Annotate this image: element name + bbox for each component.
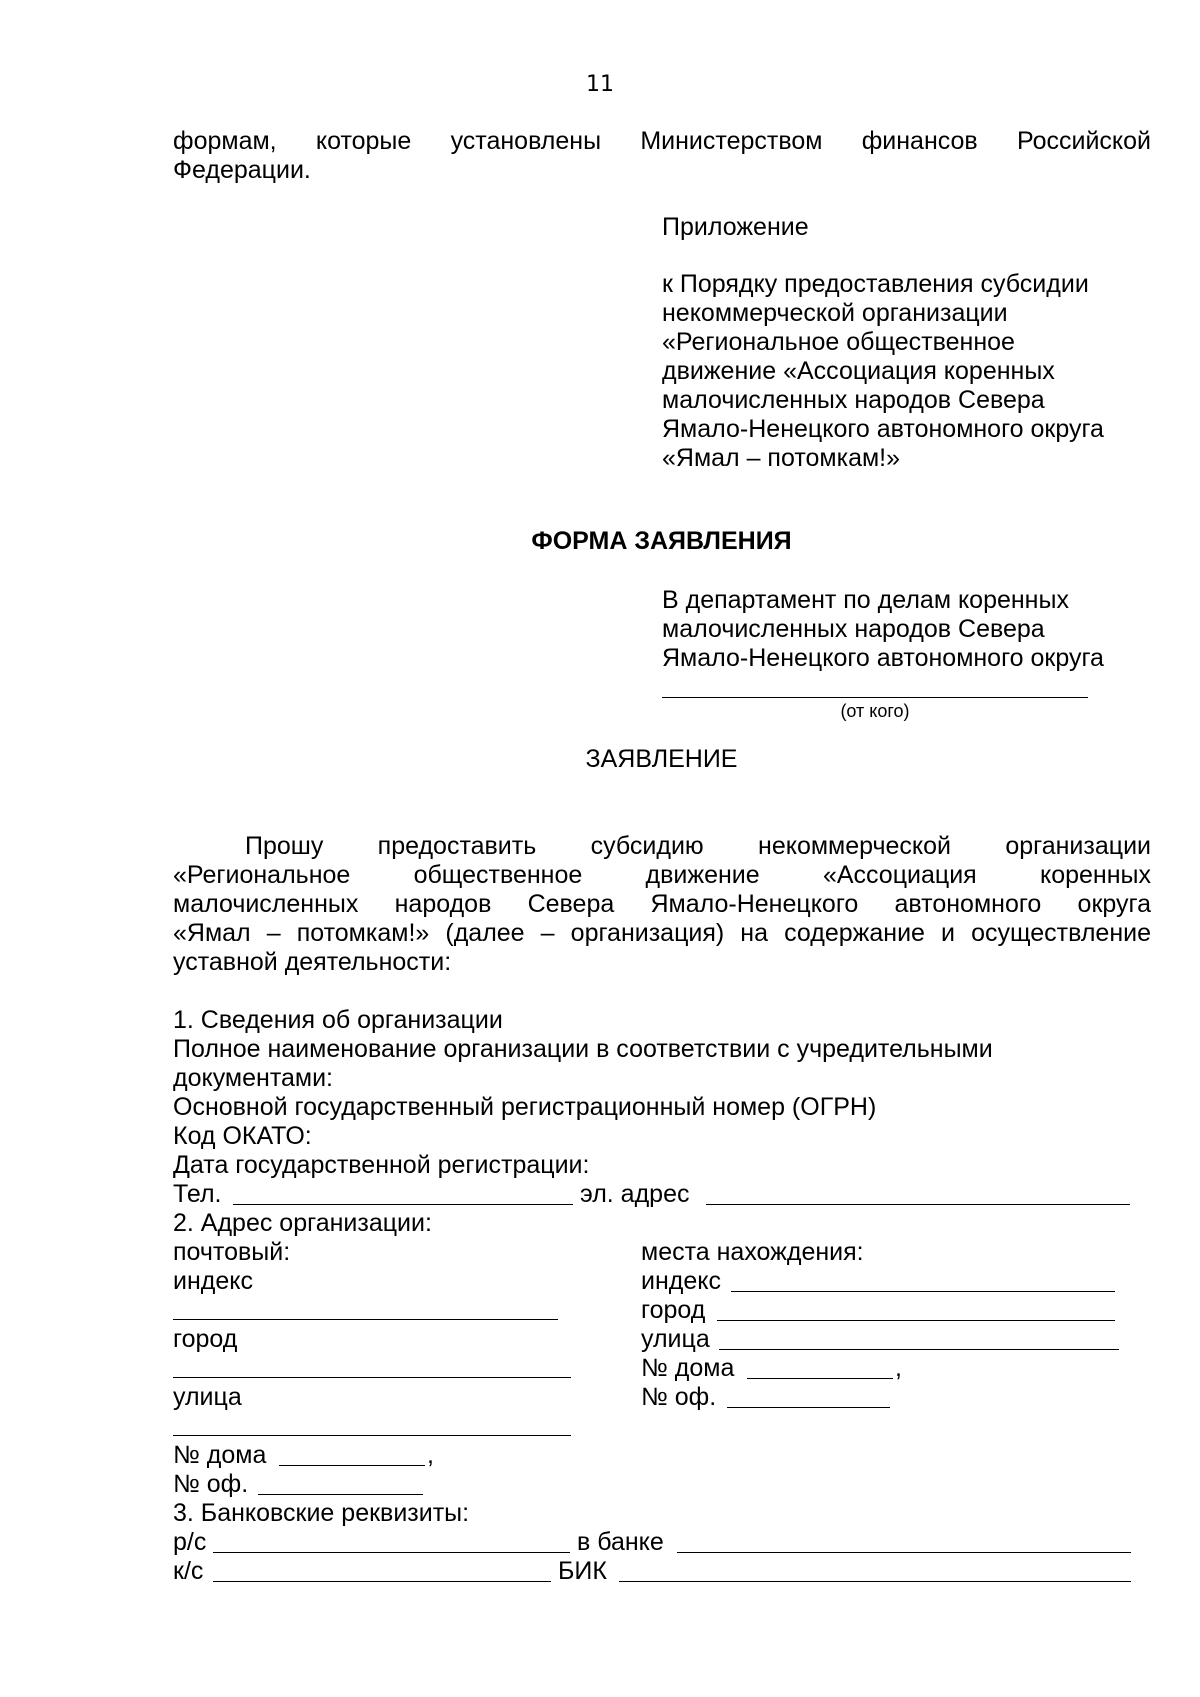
appendix-line: Ямало-Ненецкого автономного округа [662,415,1104,443]
request-line: «Региональное общественное движение «Ассоциация коренных [173,861,1151,889]
appendix-line: к Порядку предоставления субсидии [662,270,1089,298]
request-line: уставной деятельности: [173,948,452,976]
location-city-label: город [641,1296,706,1324]
appendix-text [662,270,1104,473]
from-whom-field[interactable] [662,697,1088,698]
section-1 [173,1006,1151,1180]
appendix-line: «Ямал – потомкам!» [662,444,901,472]
corr-account-field[interactable] [213,1581,551,1582]
postal-house-label: № дома [173,1441,267,1469]
addressee-line: малочисленных народов Севера [662,615,1045,643]
appendix-title: Приложение [662,213,809,241]
request-line: «Ямал – потомкам!» (далее – организация) на содержание и осуществление [173,919,1151,947]
postal-index-field[interactable] [173,1319,558,1320]
location-index-field[interactable] [731,1291,1115,1292]
postal-street-label: улица [173,1383,242,1411]
postal-city-label: город [173,1325,238,1353]
appendix-line: малочисленных народов Севера [662,386,1045,414]
bank-label: в банке [577,1528,664,1556]
location-street-label: улица [641,1325,710,1353]
request-line: Прошу предоставить субсидию некоммерческой организации [245,832,1151,860]
form-title: ФОРМА ЗАЯВЛЕНИЯ [531,527,792,555]
postal-house-comma: , [427,1441,434,1469]
addressee-line: В департамент по делам коренных [662,586,1069,614]
bik-label: БИК [558,1557,607,1585]
corr-account-label: к/с [173,1557,204,1585]
location-house-label: № дома [641,1354,735,1382]
full-name-label-cont: документами: [173,1064,333,1092]
postal-street-field[interactable] [173,1435,571,1436]
email-label: эл. адрес [580,1180,690,1208]
account-field[interactable] [213,1552,570,1553]
intro-line-2: Федерации. [173,156,311,184]
section-1-title: 1. Сведения об организации [173,1006,503,1034]
full-name-label: Полное наименование организации в соответствии с учредительными [173,1035,993,1063]
postal-office-label: № оф. [173,1470,249,1498]
appendix-line: движение «Ассоциация коренных [662,357,1055,385]
appendix-line: некоммерческой организации [662,299,1008,327]
request-paragraph [173,832,1151,977]
location-office-field[interactable] [727,1407,890,1408]
from-whom-label: (от кого) [840,701,910,721]
statement-title: ЗАЯВЛЕНИЕ [585,745,738,773]
postal-city-field[interactable] [173,1377,571,1378]
phone-field[interactable] [233,1204,573,1205]
phone-label: Тел. [173,1180,222,1208]
postal-label: почтовый: [173,1238,291,1266]
postal-office-field[interactable] [258,1494,423,1495]
postal-house-field[interactable] [279,1465,425,1466]
section-3-title: 3. Банковские реквизиты: [173,1499,470,1527]
email-field[interactable] [706,1204,1130,1205]
location-house-comma: , [895,1354,902,1382]
bank-field[interactable] [677,1552,1131,1553]
addressee-block [662,586,1104,673]
location-office-label: № оф. [641,1383,717,1411]
location-index-label: индекс [641,1267,721,1295]
location-street-field[interactable] [719,1349,1119,1350]
addressee-line: Ямало-Ненецкого автономного округа [662,644,1104,672]
section-2-title: 2. Адрес организации: [173,1209,432,1237]
page-number: 11 [586,72,614,97]
ogrn-label: Основной государственный регистрационный номер (ОГРН) [173,1093,877,1121]
okato-label: Код ОКАТО: [173,1122,312,1150]
account-label: р/с [173,1528,207,1556]
bik-field[interactable] [619,1581,1131,1582]
appendix-line: «Региональное общественное [662,328,1015,356]
location-city-field[interactable] [717,1320,1115,1321]
reg-date-label: Дата государственной регистрации: [173,1151,590,1179]
intro-line-1: формам, которые установлены Министерством финансов Российской [173,127,1151,155]
location-label: места нахождения: [641,1238,864,1266]
request-line: малочисленных народов Севера Ямало-Ненецкого автономного округа [173,890,1151,918]
postal-index-label: индекс [173,1267,253,1295]
location-house-field[interactable] [747,1378,893,1379]
